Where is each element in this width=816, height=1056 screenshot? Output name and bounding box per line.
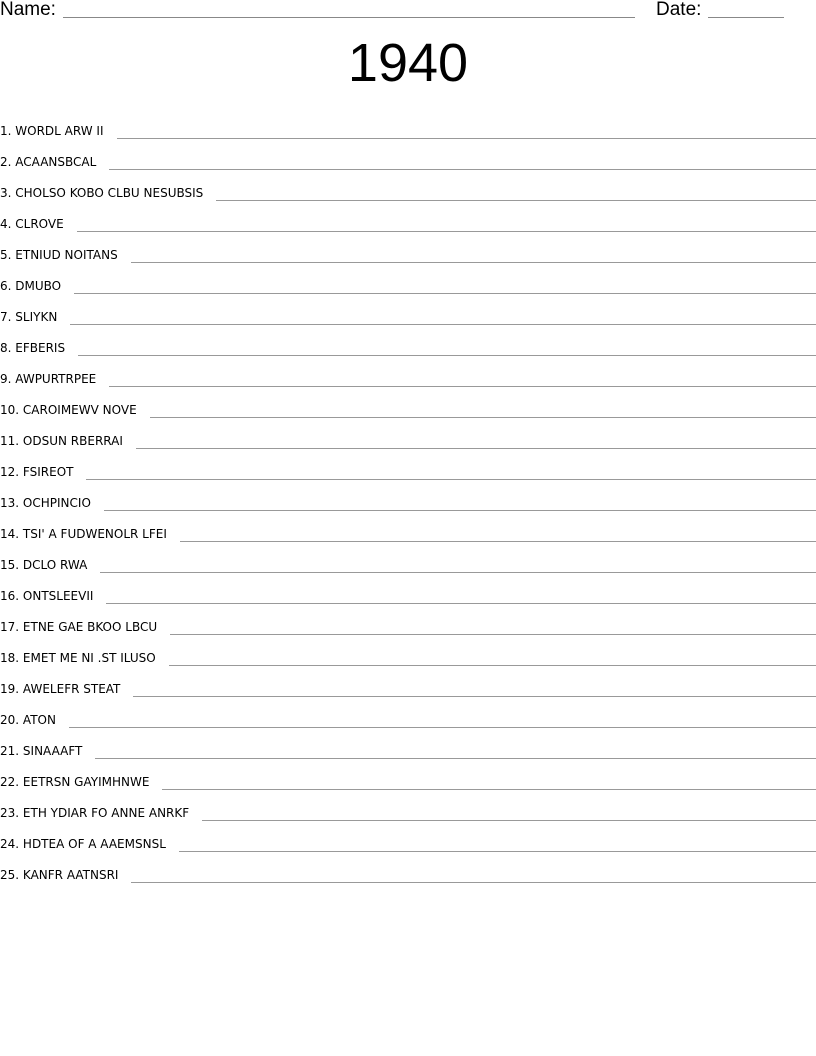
scrambled-word-label xyxy=(0,865,118,885)
answer-line[interactable] xyxy=(117,138,816,139)
scrambled-word-label xyxy=(0,555,87,575)
item-number: 2. xyxy=(0,155,12,169)
item-number: 24. xyxy=(0,837,20,851)
scrambled-word: SLIYKN xyxy=(15,310,58,324)
scrambled-word-label xyxy=(0,431,123,451)
list-item xyxy=(0,483,816,514)
scrambled-word-label xyxy=(0,834,166,854)
list-item xyxy=(0,545,816,576)
item-number: 17. xyxy=(0,620,20,634)
answer-line[interactable] xyxy=(131,262,816,263)
item-number: 12. xyxy=(0,465,20,479)
scrambled-word: ETNE GAE BKOO LBCU xyxy=(22,620,158,634)
scrambled-word: SINAAAFT xyxy=(22,744,83,758)
page-title: 1940 xyxy=(347,33,469,93)
item-number: 22. xyxy=(0,775,20,789)
scrambled-word: CAROIMEWV NOVE xyxy=(22,403,137,417)
scrambled-word: KANFR AATNSRI xyxy=(22,868,119,882)
scrambled-word: ATON xyxy=(22,713,56,727)
scrambled-word-label xyxy=(0,307,57,327)
answer-line[interactable] xyxy=(95,758,816,759)
answer-line[interactable] xyxy=(78,355,816,356)
item-number: 23. xyxy=(0,806,20,820)
scrambled-word-label xyxy=(0,741,82,761)
item-number: 9. xyxy=(0,372,12,386)
answer-line[interactable] xyxy=(216,200,816,201)
item-number: 13. xyxy=(0,496,20,510)
answer-line[interactable] xyxy=(202,820,816,821)
answer-line[interactable] xyxy=(100,572,816,573)
list-item xyxy=(0,855,816,886)
scrambled-word: ETNIUD NOITANS xyxy=(15,248,118,262)
item-number: 6. xyxy=(0,279,12,293)
item-number: 4. xyxy=(0,217,12,231)
list-item xyxy=(0,731,816,762)
list-item xyxy=(0,297,816,328)
scrambled-word-label xyxy=(0,369,96,389)
list-item xyxy=(0,514,816,545)
item-number: 1. xyxy=(0,124,12,138)
scrambled-word-label xyxy=(0,121,104,141)
scrambled-word: OCHPINCIO xyxy=(22,496,91,510)
item-number: 14. xyxy=(0,527,20,541)
list-item xyxy=(0,266,816,297)
name-answer-line[interactable] xyxy=(63,17,635,18)
list-item xyxy=(0,607,816,638)
list-item xyxy=(0,111,816,142)
list-item xyxy=(0,576,816,607)
answer-line[interactable] xyxy=(131,882,816,883)
item-number: 5. xyxy=(0,248,12,262)
scrambled-word-label xyxy=(0,524,167,544)
scrambled-word-label xyxy=(0,679,120,699)
item-number: 21. xyxy=(0,744,20,758)
list-item xyxy=(0,452,816,483)
list-item xyxy=(0,204,816,235)
answer-line[interactable] xyxy=(69,727,816,728)
item-number: 18. xyxy=(0,651,20,665)
name-label: Name: xyxy=(0,0,56,20)
scrambled-word: AWELEFR STEAT xyxy=(22,682,121,696)
item-number: 16. xyxy=(0,589,20,603)
list-item xyxy=(0,328,816,359)
scrambled-word: TSI' A FUDWENOLR LFEI xyxy=(22,527,167,541)
answer-line[interactable] xyxy=(109,386,816,387)
list-item xyxy=(0,359,816,390)
date-label: Date: xyxy=(656,0,702,20)
item-number: 11. xyxy=(0,434,20,448)
scrambled-word: AWPURTRPEE xyxy=(15,372,97,386)
scrambled-word-label xyxy=(0,152,96,172)
scrambled-word: ACAANSBCAL xyxy=(15,155,97,169)
answer-line[interactable] xyxy=(169,665,816,666)
list-item xyxy=(0,700,816,731)
scrambled-word-label xyxy=(0,586,93,606)
answer-line[interactable] xyxy=(170,634,816,635)
list-item xyxy=(0,173,816,204)
scrambled-word: ONTSLEEVII xyxy=(22,589,94,603)
list-item xyxy=(0,421,816,452)
scrambled-word-label xyxy=(0,245,118,265)
item-number: 15. xyxy=(0,558,20,572)
answer-line[interactable] xyxy=(74,293,816,294)
item-number: 10. xyxy=(0,403,20,417)
answer-line[interactable] xyxy=(104,510,816,511)
item-number: 7. xyxy=(0,310,12,324)
scrambled-word-label xyxy=(0,710,56,730)
worksheet-header xyxy=(0,0,816,24)
item-number: 8. xyxy=(0,341,12,355)
item-number: 20. xyxy=(0,713,20,727)
scrambled-word: DCLO RWA xyxy=(22,558,88,572)
answer-line[interactable] xyxy=(86,479,816,480)
scrambled-word: WORDL ARW II xyxy=(15,124,104,138)
scrambled-word: DMUBO xyxy=(15,279,62,293)
date-answer-line[interactable] xyxy=(708,17,784,18)
answer-line[interactable] xyxy=(179,851,816,852)
scrambled-word-label xyxy=(0,462,73,482)
scrambled-word: CLROVE xyxy=(15,217,64,231)
scrambled-word-label xyxy=(0,648,156,668)
item-number: 3. xyxy=(0,186,12,200)
answer-line[interactable] xyxy=(77,231,816,232)
scrambled-word-label xyxy=(0,617,157,637)
answer-line[interactable] xyxy=(70,324,816,325)
answer-line[interactable] xyxy=(162,789,816,790)
scrambled-word-label xyxy=(0,803,189,823)
list-item xyxy=(0,762,816,793)
list-item xyxy=(0,235,816,266)
list-item xyxy=(0,669,816,700)
scrambled-word: ETH YDIAR FO ANNE ANRKF xyxy=(22,806,190,820)
scrambled-word: ODSUN RBERRAI xyxy=(22,434,123,448)
answer-line[interactable] xyxy=(180,541,816,542)
list-item xyxy=(0,638,816,669)
scrambled-word-label xyxy=(0,400,137,420)
list-item xyxy=(0,824,816,855)
item-number: 25. xyxy=(0,868,20,882)
list-item xyxy=(0,142,816,173)
scramble-list xyxy=(0,111,816,886)
item-number: 19. xyxy=(0,682,20,696)
list-item xyxy=(0,793,816,824)
answer-line[interactable] xyxy=(106,603,816,604)
scrambled-word-label xyxy=(0,772,149,792)
scrambled-word: FSIREOT xyxy=(22,465,74,479)
answer-line[interactable] xyxy=(133,696,816,697)
scrambled-word: EFBERIS xyxy=(15,341,66,355)
scrambled-word-label xyxy=(0,214,64,234)
answer-line[interactable] xyxy=(150,417,816,418)
list-item xyxy=(0,390,816,421)
scrambled-word-label xyxy=(0,493,91,513)
scrambled-word: HDTEA OF A AAEMSNSL xyxy=(22,837,166,851)
answer-line[interactable] xyxy=(136,448,816,449)
scrambled-word-label xyxy=(0,183,203,203)
scrambled-word: EMET ME NI .ST ILUSO xyxy=(22,651,156,665)
scrambled-word-label xyxy=(0,338,65,358)
scrambled-word: CHOLSO KOBO CLBU NESUBSIS xyxy=(15,186,204,200)
scrambled-word-label xyxy=(0,276,61,296)
scrambled-word: EETRSN GAYIMHNWE xyxy=(22,775,150,789)
answer-line[interactable] xyxy=(109,169,816,170)
